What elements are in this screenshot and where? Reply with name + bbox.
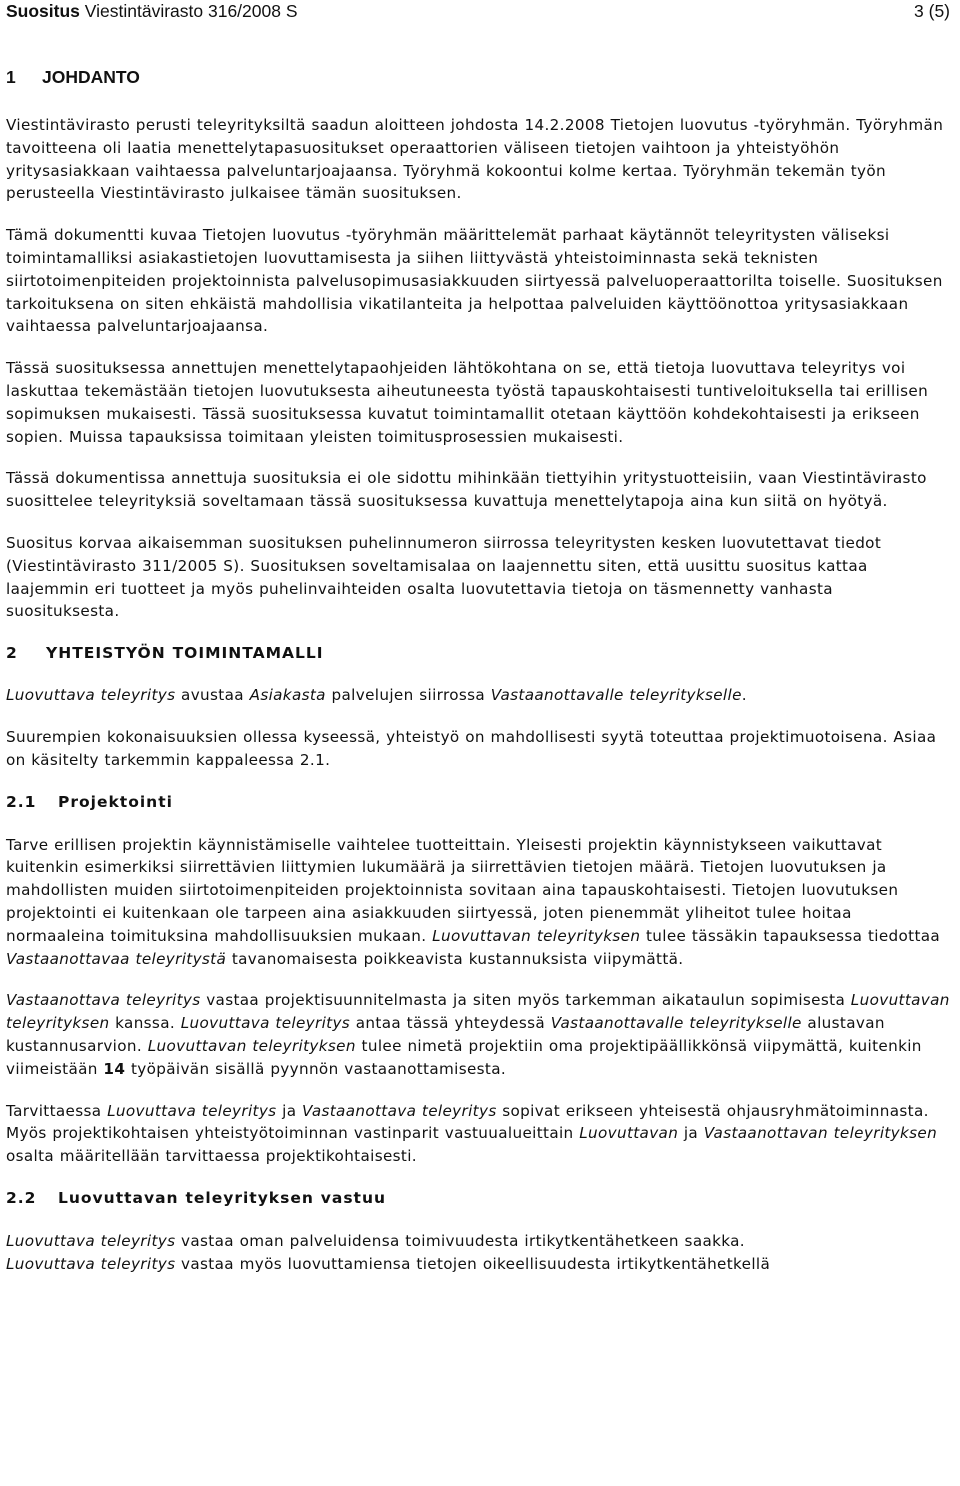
header-title-bold: Suositus <box>6 1 80 21</box>
section-1-title: JOHDANTO <box>42 67 140 87</box>
paragraph <box>6 1100 952 1168</box>
text-run: vastaa oman palveluidensa toimivuudesta irtikytkentähetkeen saakka. <box>175 1231 745 1250</box>
page-header <box>6 0 950 22</box>
text-run: osalta määritellään tarvittaessa projektikohtaisesti. <box>6 1147 417 1166</box>
italic-term: Vastaanottavalle teleyritykselle <box>550 1014 802 1033</box>
italic-term: Vastaanottava teleyritys <box>6 991 201 1010</box>
section-2-1-heading <box>6 791 952 813</box>
text-run: antaa tässä yhteydessä <box>350 1014 551 1033</box>
italic-term: Luovuttavan <box>579 1124 679 1143</box>
paragraph: Tämä dokumentti kuvaa Tietojen luovutus -työryhmän määrittelemät parhaat käytännöt teleyritysten väliseksi toimintamalliksi asiakastietojen luovuttamisesta ja siihen liittyvästä yhteistoiminnasta sekä teknisten siirtotoimenpiteiden projektoinnista palvelusopimusasiakkuuden siirtyessä palveluoperaattorilta toiselle. Suosituksen tarkoituksena on siten ehkäistä mahdollisia vikatilanteita ja helpottaa palveluiden käyttöönottoa yritysasiakkaan vaihtaessa palveluntarjoajaansa. <box>6 226 943 336</box>
paragraph <box>6 989 952 1080</box>
text-run: vastaa projektisuunnitelmasta ja siten myös tarkemman aikataulun sopimisesta <box>200 991 851 1010</box>
section-2-1-title: Projektointi <box>58 792 173 811</box>
text-run: . <box>741 686 747 705</box>
section-2-number: 2 <box>6 644 18 663</box>
text-run: alustavan kustannusarvion. <box>6 1014 885 1055</box>
paragraph <box>6 1230 952 1276</box>
italic-term: Vastaanottavalle teleyritykselle <box>490 686 742 705</box>
bold-number: 14 <box>103 1059 126 1078</box>
text-run: ja <box>678 1124 704 1143</box>
text-run: Tarvittaessa <box>6 1101 108 1120</box>
italic-term: Vastaanottavan teleyrityksen <box>703 1124 938 1143</box>
section-1-heading <box>6 66 140 88</box>
italic-term: Luovuttavan teleyrityksen <box>6 991 950 1033</box>
text-run: avustaa <box>175 686 250 705</box>
header-title: Viestintävirasto 316/2008 S <box>79 1 298 21</box>
section-2-2-number: 2.2 <box>6 1188 37 1207</box>
section-2-2-heading <box>6 1187 952 1209</box>
italic-term: Vastaanottavaa teleyritystä <box>6 949 227 968</box>
text-run: vastaa myös luovuttamiensa tietojen oikeellisuudesta irtikytkentähetkellä <box>175 1254 771 1273</box>
section-2-2-title: Luovuttavan teleyrityksen vastuu <box>58 1188 387 1207</box>
paragraph <box>6 684 952 707</box>
paragraph <box>6 834 952 971</box>
italic-term: Luovuttava teleyritys <box>107 1101 277 1120</box>
italic-term: Luovuttava teleyritys <box>180 1014 351 1033</box>
italic-term: Luovuttava teleyritys <box>6 1254 176 1273</box>
italic-term: Luovuttavan teleyrityksen <box>432 926 641 945</box>
paragraph: Tässä dokumentissa annettuja suosituksia ei ole sidottu mihinkään tiettyihin yritystuotteisiin, vaan Viestintävirasto suosittelee teleyrityksiä soveltamaan tässä suosituksessa kuvattuja menettelytapoja aina kun siitä on hyötyä. <box>6 469 927 511</box>
text-run: tulee nimetä projektiin oma projektipäällikkönsä viipymättä, kuitenkin viimeistään <box>6 1036 922 1078</box>
paragraph: Viestintävirasto perusti teleyrityksiltä saadun aloitteen johdosta 14.2.2008 Tietojen luovutus -työryhmän. Työryhmän tavoitteena oli laatia menettelytapasuositukset operaattorien väliseen tietojen vaihtoon ja yhteistyöhön yritysasiakkaan vaihtaessa palveluntarjoajaansa. Työryhmä kokoontui kolme kertaa. Työryhmän tekemän työn perusteella Viestintävirasto julkaisee tämän suosituksen. <box>6 116 944 203</box>
italic-term: Asiakasta <box>249 686 326 705</box>
italic-term: Luovuttava teleyritys <box>6 686 176 705</box>
document-body <box>6 114 952 1275</box>
section-2-1-number: 2.1 <box>6 792 37 811</box>
italic-term: Luovuttavan teleyrityksen <box>147 1036 356 1055</box>
page-number: 3 (5) <box>914 1 950 21</box>
text-run: ja <box>276 1101 303 1120</box>
text-run: työpäivän sisällä pyynnön vastaanottamisesta. <box>125 1059 507 1078</box>
text-run: sopivat erikseen yhteisestä ohjausryhmätoiminnasta. Myös projektikohtaisen yhteistyötoiminnan vastinparit vastuualueittain <box>6 1101 929 1143</box>
section-2-title: YHTEISTYÖN TOIMINTAMALLI <box>46 644 324 663</box>
paragraph: Suositus korvaa aikaisemman suosituksen puhelinnumeron siirrossa teleyritysten kesken luovutettavat tiedot (Viestintävirasto 311/2005 S). Suosituksen soveltamisalaa on laajennettu siten, että uusittu suositus kattaa laajemmin eri tuotteet ja myös puhelinvaihteiden osalta luovutettavia tietoja on täsmennetty vanhasta suosituksesta. <box>6 533 882 621</box>
italic-term: Luovuttava teleyritys <box>6 1231 176 1250</box>
paragraph: Tässä suosituksessa annettujen menettelytapaohjeiden lähtökohtana on se, että tietoja luovuttava teleyritys voi laskuttaa tekemästään tietojen luovutuksesta aiheutuneesta työstä tapauskohtaisesti tuntiveloituksella tai erillisen sopimuksen mukaisesti. Tässä suosituksessa kuvatut toimintamallit otetaan käyttöön kohdekohtaisesti ja erikseen sopien. Muissa tapauksissa toimitaan yleisten toimitusprosessien mukaisesti. <box>6 359 929 446</box>
section-1-number: 1 <box>6 67 16 87</box>
paragraph: Suurempien kokonaisuuksien ollessa kyseessä, yhteistyö on mahdollisesti syytä toteuttaa projektimuotoisena. Asiaa on käsitelty tarkemmin kappaleessa 2.1. <box>6 727 937 769</box>
text-run: tulee tässäkin tapauksessa tiedottaa <box>640 926 941 945</box>
text-run: kanssa. <box>109 1014 181 1033</box>
text-run: palvelujen siirrossa <box>325 686 491 705</box>
section-2-heading <box>6 642 952 664</box>
italic-term: Vastaanottava teleyritys <box>302 1101 497 1120</box>
text-run: tavanomaisesta poikkeavista kustannuksista viipymättä. <box>226 949 684 968</box>
text-run: Tarve erillisen projektin käynnistämiselle vaihtelee tuotteittain. Yleisesti projektin käynnistykseen vaikuttavat kuitenkin esimerkiksi siirrettävien liittymien lukumäärä ja siirrettävien tietojen määrä. Tietojen luovutuksen ja mahdollisten muiden siirtotoimenpiteiden projektoinnista sovitaan aina tapauskohtaisesti. Tietojen luovutuksen projektointi ei kuitenkaan ole tarpeen aina asiakkuuden siirtyessä, joten pienemmät yliheitot tulee hoitaa normaaleina toimituksina mahdollisuuksien mukaan. <box>6 835 899 945</box>
